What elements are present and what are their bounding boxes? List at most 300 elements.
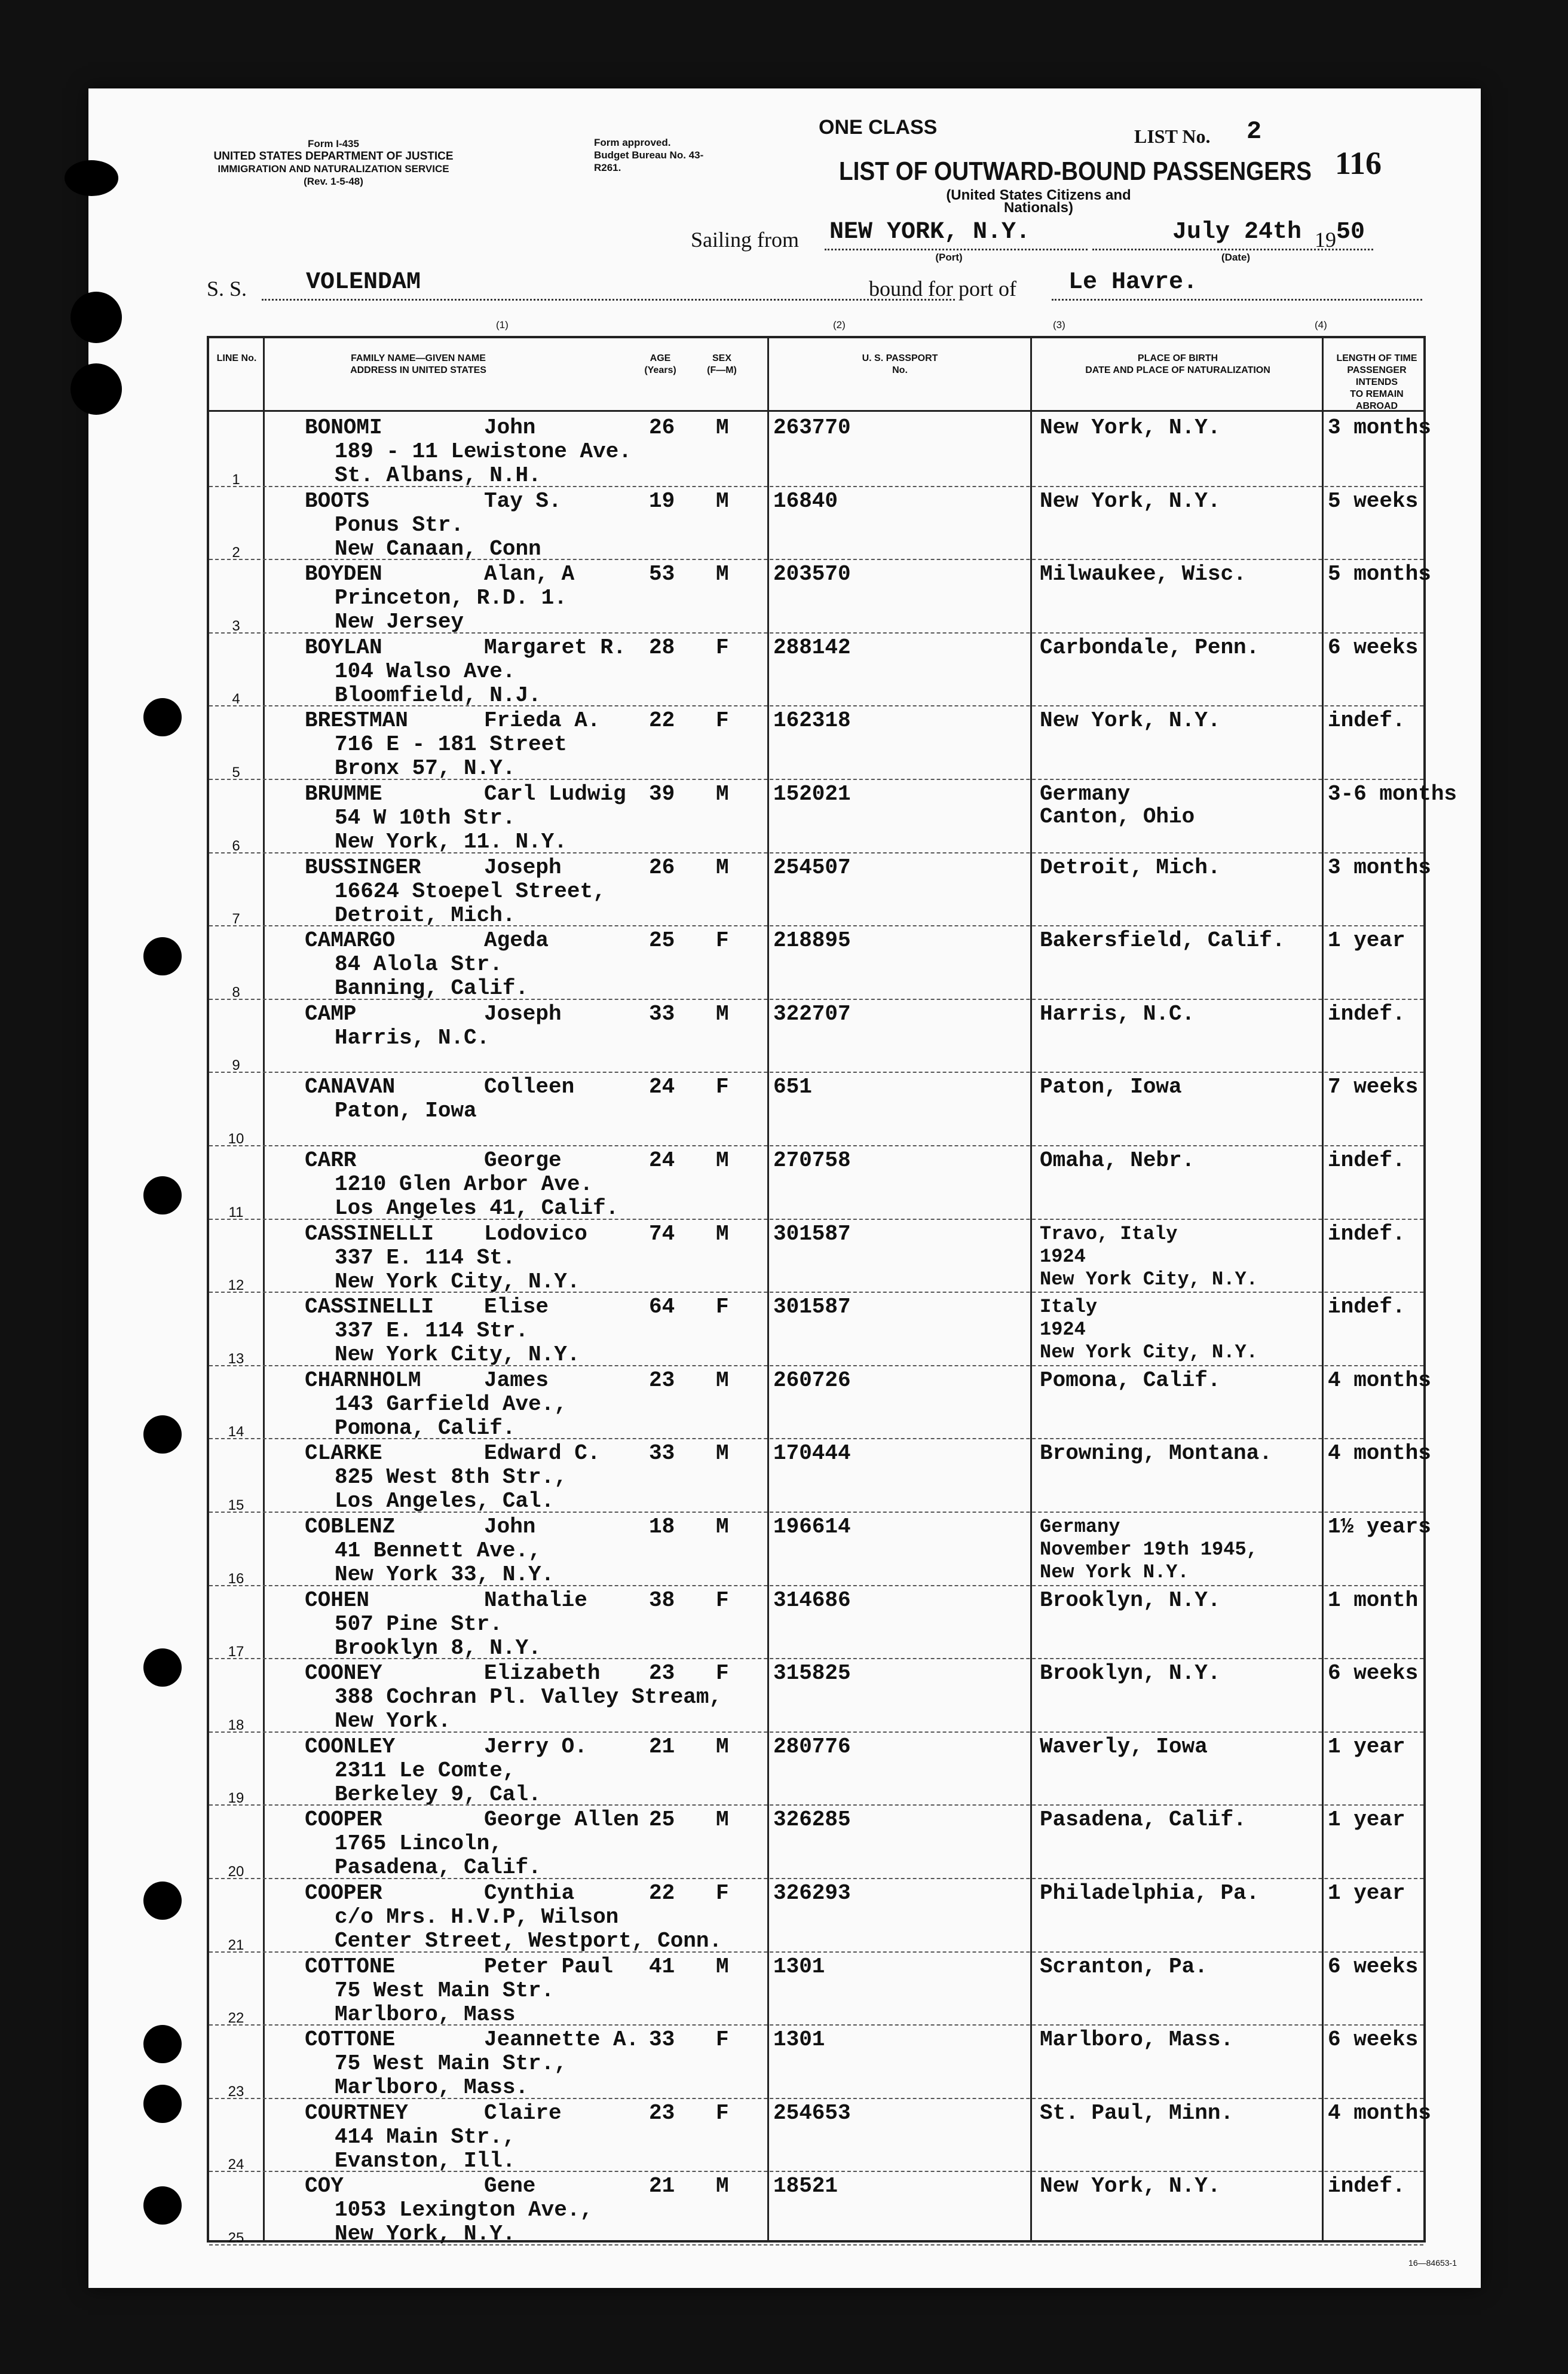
length-abroad: 1 year <box>1328 928 1405 953</box>
place-of-birth: Pasadena, Calif. <box>1040 1807 1247 1832</box>
passport-number: 326285 <box>773 1807 851 1832</box>
family-name: BOYDEN <box>305 562 382 587</box>
given-name: James <box>484 1368 549 1393</box>
address-line: 104 Walso Ave. <box>335 659 516 684</box>
address-line: 825 West 8th Str., <box>335 1465 567 1490</box>
family-name: COURTNEY <box>305 2100 408 2125</box>
line-number: 14 <box>228 1424 244 1440</box>
address-line: Center Street, Westport, Conn. <box>335 1929 722 1953</box>
given-name: Elizabeth <box>484 1661 601 1686</box>
age: 53 <box>649 562 675 587</box>
form-subtitle: (United States Citizens and Nationals) <box>946 187 1131 216</box>
column-number: (3) <box>1053 319 1065 331</box>
address-line: Banning, Calif. <box>335 976 529 1001</box>
place-of-birth: 1924 <box>1040 1318 1086 1341</box>
sex: F <box>716 1881 729 1905</box>
address-line: New York City, N.Y. <box>335 1269 580 1294</box>
family-name: CHARNHOLM <box>305 1368 421 1393</box>
line-number: 9 <box>232 1057 240 1074</box>
passport-number: 280776 <box>773 1734 851 1759</box>
given-name: Nathalie <box>484 1587 587 1613</box>
place-of-birth: New York, N.Y. <box>1040 708 1221 733</box>
sex: M <box>716 782 729 806</box>
line-number: 25 <box>228 2229 244 2246</box>
passport-number: 288142 <box>773 635 851 660</box>
column-number: (1) <box>496 319 509 331</box>
given-name: Gene <box>484 2174 536 2199</box>
punch-hole <box>143 1176 182 1214</box>
address-line: New Jersey <box>335 610 464 635</box>
header-sex: SEX (F—M) <box>707 353 737 375</box>
length-abroad: indef. <box>1328 1148 1405 1173</box>
sex: F <box>716 1587 729 1613</box>
sex: F <box>716 928 729 953</box>
length-abroad: 5 months <box>1328 562 1431 587</box>
table-row <box>209 1951 1423 2026</box>
length-abroad: 5 weeks <box>1328 488 1419 513</box>
given-name: Ageda <box>484 928 549 953</box>
passport-number: 301587 <box>773 1221 851 1246</box>
place-of-birth: Paton, Iowa <box>1040 1075 1182 1100</box>
sex: F <box>716 635 729 660</box>
place-of-birth: Harris, N.C. <box>1040 1001 1195 1026</box>
length-abroad: indef. <box>1328 1001 1405 1026</box>
line-number: 21 <box>228 1936 244 1953</box>
punch-hole <box>143 1415 182 1454</box>
passport-number: 16840 <box>773 488 838 513</box>
date-caption: (Date) <box>1221 252 1251 263</box>
sex: M <box>716 1441 729 1466</box>
address-line: 414 Main Str., <box>335 2124 516 2149</box>
place-of-birth: Detroit, Mich. <box>1040 855 1221 880</box>
given-name: Lodovico <box>484 1221 587 1246</box>
form-approved: Form approved. <box>594 137 671 148</box>
address-line: 388 Cochran Pl. Valley Stream, <box>335 1685 722 1710</box>
address-line: Bloomfield, N.J. <box>335 683 541 708</box>
length-abroad: 6 weeks <box>1328 635 1419 660</box>
line-number: 23 <box>228 2083 244 2100</box>
family-name: BOOTS <box>305 488 370 513</box>
age: 19 <box>649 488 675 513</box>
given-name: John <box>484 415 536 440</box>
family-name: BRESTMAN <box>305 708 408 733</box>
date-value: July 24th <box>1172 219 1302 246</box>
line-number: 7 <box>232 911 240 928</box>
punch-hole <box>143 2186 182 2225</box>
length-abroad: 6 weeks <box>1328 1954 1419 1979</box>
passport-number: 301587 <box>773 1295 851 1320</box>
place-of-birth: Pomona, Calif. <box>1040 1368 1221 1393</box>
address-line: New York 33, N.Y. <box>335 1562 555 1587</box>
header-passport: U. S. PASSPORT No. <box>862 353 938 375</box>
line-number: 13 <box>228 1350 244 1367</box>
address-line: 716 E - 181 Street <box>335 732 567 757</box>
length-abroad: 7 weeks <box>1328 1075 1419 1100</box>
line-number: 18 <box>228 1717 244 1733</box>
place-of-birth: Scranton, Pa. <box>1040 1954 1208 1979</box>
family-name: CARR <box>305 1148 357 1173</box>
family-name: COONEY <box>305 1661 382 1686</box>
line-number: 15 <box>228 1497 244 1513</box>
passport-number: 203570 <box>773 562 851 587</box>
place-of-birth: Canton, Ohio <box>1040 804 1195 829</box>
line-number: 11 <box>228 1204 244 1220</box>
page-number: 116 <box>1335 145 1382 181</box>
given-name: Colleen <box>484 1075 575 1100</box>
place-of-birth: Waverly, Iowa <box>1040 1734 1208 1759</box>
address-line: 16624 Stoepel Street, <box>335 879 606 904</box>
table-row <box>209 1438 1431 1514</box>
age: 24 <box>649 1075 675 1100</box>
address-line: 143 Garfield Ave., <box>335 1391 567 1417</box>
form-agency-block <box>202 137 465 188</box>
passport-number: 196614 <box>773 1515 851 1539</box>
passport-number: 152021 <box>773 782 851 806</box>
port-value: NEW YORK, N.Y. <box>829 219 1031 246</box>
place-of-birth: Milwaukee, Wisc. <box>1040 562 1247 587</box>
place-of-birth: New York N.Y. <box>1040 1561 1189 1583</box>
header-age: AGE (Years) <box>644 353 676 375</box>
given-name: George <box>484 1148 562 1173</box>
line-number: 16 <box>228 1570 244 1587</box>
table-row <box>209 1512 1431 1587</box>
punch-hole <box>143 937 182 975</box>
line-number: 8 <box>232 984 240 1001</box>
sex: F <box>716 2100 729 2125</box>
table-row <box>209 852 1431 928</box>
address-line: New York City, N.Y. <box>335 1342 580 1368</box>
budget-bureau: Budget Bureau No. 43-R261. <box>594 149 704 173</box>
table-row <box>209 559 1431 635</box>
length-abroad: 6 weeks <box>1328 1661 1419 1686</box>
length-abroad: 1½ years <box>1328 1515 1431 1539</box>
address-line: 1210 Glen Arbor Ave. <box>335 1172 593 1197</box>
header-line-no: LINE No. <box>216 353 257 363</box>
address-line: 337 E. 114 St. <box>335 1245 516 1270</box>
table-row <box>209 1072 1423 1146</box>
address-line: 507 Pine Str. <box>335 1611 503 1636</box>
sex: M <box>716 1148 729 1173</box>
address-line: 54 W 10th Str. <box>335 806 516 830</box>
place-of-birth: 1924 <box>1040 1245 1086 1268</box>
sex: F <box>716 1075 729 1100</box>
family-name: COONLEY <box>305 1734 396 1759</box>
port-caption: (Port) <box>935 252 963 263</box>
address-line: 337 E. 114 Str. <box>335 1318 529 1344</box>
place-of-birth: November 19th 1945, <box>1040 1538 1258 1561</box>
place-of-birth: Germany <box>1040 1516 1120 1538</box>
port-line <box>825 249 1088 250</box>
place-of-birth: Brooklyn, N.Y. <box>1040 1661 1221 1686</box>
family-name: COBLENZ <box>305 1515 396 1539</box>
address-line: New York. <box>335 1709 451 1734</box>
address-line: 1053 Lexington Ave., <box>335 2198 593 2223</box>
length-abroad: 1 year <box>1328 1807 1405 1832</box>
family-name: BONOMI <box>305 415 382 440</box>
line-number: 6 <box>232 837 240 854</box>
given-name: Joseph <box>484 855 562 880</box>
address-line: 75 West Main Str. <box>335 1978 555 2003</box>
line-number: 24 <box>228 2156 244 2173</box>
sex: F <box>716 2027 729 2052</box>
header-length-abroad: LENGTH OF TIME PASSENGER INTENDS TO REMAIN ABROAD <box>1336 353 1417 411</box>
address-line: 189 - 11 Lewistone Ave. <box>335 439 632 464</box>
length-abroad: 4 months <box>1328 1441 1431 1466</box>
sex: M <box>716 562 729 587</box>
table-row <box>209 779 1457 854</box>
form-number: Form I-435 <box>308 138 359 149</box>
address-line: 75 West Main Str., <box>335 2051 567 2076</box>
given-name: Peter Paul <box>484 1954 614 1979</box>
sex: M <box>716 1954 729 1979</box>
age: 38 <box>649 1587 675 1613</box>
line-number: 12 <box>228 1277 244 1294</box>
passport-number: 162318 <box>773 708 851 733</box>
table-row <box>209 2098 1431 2173</box>
given-name: Cynthia <box>484 1881 575 1905</box>
line-number: 17 <box>228 1644 244 1660</box>
place-of-birth: Germany <box>1040 782 1131 806</box>
address-line: Harris, N.C. <box>335 1025 490 1050</box>
punch-hole <box>143 1882 182 1920</box>
family-name: BUSSINGER <box>305 855 421 880</box>
header-name-address: FAMILY NAME—GIVEN NAME ADDRESS IN UNITED STATES <box>350 353 486 375</box>
table-row <box>209 412 1431 488</box>
ship-line <box>262 299 955 301</box>
ss-label: S. S. <box>207 277 247 301</box>
passport-number: 314686 <box>773 1587 851 1613</box>
address-line: Los Angeles 41, Calif. <box>335 1196 619 1220</box>
sex: M <box>716 415 729 440</box>
age: 41 <box>649 1954 675 1979</box>
place-of-birth: Philadelphia, Pa. <box>1040 1881 1260 1905</box>
year-suffix: 50 <box>1336 219 1365 246</box>
age: 24 <box>649 1148 675 1173</box>
place-of-birth: Omaha, Nebr. <box>1040 1148 1195 1173</box>
age: 33 <box>649 1441 675 1466</box>
family-name: COOPER <box>305 1807 382 1832</box>
table-row <box>209 1804 1423 1879</box>
address-line: Evanston, Ill. <box>335 2148 516 2173</box>
given-name: Jeannette A. <box>484 2027 639 2052</box>
address-line: Berkeley 9, Cal. <box>335 1782 541 1807</box>
table-row <box>209 1145 1423 1220</box>
address-line: Marlboro, Mass <box>335 2002 516 2027</box>
table-row <box>209 486 1423 561</box>
given-name: Elise <box>484 1295 549 1320</box>
address-line: Ponus Str. <box>335 512 464 537</box>
family-name: CAMARGO <box>305 928 396 953</box>
address-line: Los Angeles, Cal. <box>335 1489 555 1514</box>
class-label: ONE CLASS <box>819 116 938 139</box>
passport-number: 322707 <box>773 1001 851 1026</box>
age: 39 <box>649 782 675 806</box>
address-line: St. Albans, N.H. <box>335 463 541 488</box>
agency-name: UNITED STATES DEPARTMENT OF JUSTICE <box>213 150 454 163</box>
passenger-list-form <box>88 88 1481 2288</box>
address-line: Paton, Iowa <box>335 1099 477 1124</box>
family-name: CLARKE <box>305 1441 382 1466</box>
given-name: Claire <box>484 2100 562 2125</box>
length-abroad: 4 months <box>1328 2100 1431 2125</box>
passport-number: 270758 <box>773 1148 851 1173</box>
place-of-birth: Italy <box>1040 1296 1098 1318</box>
punch-hole <box>65 160 118 196</box>
family-name: COOPER <box>305 1881 382 1905</box>
sailing-from-label: Sailing from <box>691 228 799 252</box>
given-name: Margaret R. <box>484 635 626 660</box>
table-row <box>209 1292 1423 1366</box>
age: 74 <box>649 1221 675 1246</box>
length-abroad: 1 month <box>1328 1587 1419 1613</box>
length-abroad: indef. <box>1328 1295 1405 1320</box>
given-name: Frieda A. <box>484 708 601 733</box>
place-of-birth: New York City, N.Y. <box>1040 1268 1258 1290</box>
address-line: c/o Mrs. H.V.P, Wilson <box>335 1905 619 1929</box>
punch-hole <box>143 2085 182 2123</box>
passport-number: 315825 <box>773 1661 851 1686</box>
family-name: COTTONE <box>305 1954 396 1979</box>
age: 28 <box>649 635 675 660</box>
sex: F <box>716 708 729 733</box>
length-abroad: 1 year <box>1328 1734 1405 1759</box>
address-line: 2311 Le Comte, <box>335 1758 516 1783</box>
family-name: COHEN <box>305 1587 370 1613</box>
passport-number: 254653 <box>773 2100 851 2125</box>
passport-number: 218895 <box>773 928 851 953</box>
dest-line <box>1052 299 1422 301</box>
punch-hole <box>71 363 122 415</box>
table-row <box>209 705 1423 780</box>
punch-hole <box>143 698 182 736</box>
sex: F <box>716 1295 729 1320</box>
line-number: 4 <box>232 691 240 708</box>
age: 26 <box>649 855 675 880</box>
address-line: New York, 11. N.Y. <box>335 830 567 854</box>
table-row <box>209 1219 1423 1293</box>
column-number: (2) <box>833 319 846 331</box>
age: 26 <box>649 415 675 440</box>
line-number: 22 <box>228 2010 244 2027</box>
place-of-birth: New York, N.Y. <box>1040 2174 1221 2199</box>
place-of-birth: New York, N.Y. <box>1040 415 1221 440</box>
list-no-value: 2 <box>1247 117 1262 146</box>
family-name: CASSINELLI <box>305 1295 434 1320</box>
address-line: Pasadena, Calif. <box>335 1855 541 1880</box>
length-abroad: 4 months <box>1328 1368 1431 1393</box>
form-revision: (Rev. 1-5-48) <box>304 176 363 187</box>
given-name: Alan, A <box>484 562 575 587</box>
length-abroad: 3-6 months <box>1328 782 1457 806</box>
address-line: 41 Bennett Ave., <box>335 1538 541 1563</box>
list-no-label: LIST No. <box>1134 126 1211 147</box>
table-row <box>209 1658 1423 1733</box>
address-line: Marlboro, Mass. <box>335 2075 529 2100</box>
length-abroad: 3 months <box>1328 415 1431 440</box>
passport-number: 254507 <box>773 855 851 880</box>
family-name: COTTONE <box>305 2027 396 2052</box>
passport-number: 263770 <box>773 415 851 440</box>
place-of-birth: Browning, Montana. <box>1040 1441 1272 1466</box>
given-name: Carl Ludwig <box>484 782 626 806</box>
place-of-birth: New York City, N.Y. <box>1040 1341 1258 1364</box>
year-prefix: 19 <box>1315 228 1336 252</box>
address-line: 84 Alola Str. <box>335 952 503 977</box>
age: 64 <box>649 1295 675 1320</box>
sex: M <box>716 1515 729 1539</box>
budget-block <box>594 136 725 174</box>
age: 22 <box>649 708 675 733</box>
address-line: New Canaan, Conn <box>335 536 541 561</box>
given-name: George Allen <box>484 1807 639 1832</box>
sex: M <box>716 1807 729 1832</box>
given-name: Tay S. <box>484 488 562 513</box>
passport-number: 326293 <box>773 1881 851 1905</box>
family-name: BOYLAN <box>305 635 382 660</box>
age: 23 <box>649 1368 675 1393</box>
table-row <box>209 1585 1423 1660</box>
place-of-birth: Brooklyn, N.Y. <box>1040 1587 1221 1613</box>
family-name: BRUMME <box>305 782 382 806</box>
age: 25 <box>649 928 675 953</box>
family-name: COY <box>305 2174 344 2199</box>
address-line: Brooklyn 8, N.Y. <box>335 1635 541 1660</box>
form-title: LIST OF OUTWARD-BOUND PASSENGERS <box>839 157 1312 186</box>
length-abroad: indef. <box>1328 1221 1405 1246</box>
table-row <box>209 2024 1423 2099</box>
address-line: Bronx 57, N.Y. <box>335 756 516 781</box>
line-number: 20 <box>228 1863 244 1880</box>
age: 25 <box>649 1807 675 1832</box>
passport-number: 260726 <box>773 1368 851 1393</box>
age: 23 <box>649 2100 675 2125</box>
table-row <box>209 1878 1423 1953</box>
destination-port: Le Havre. <box>1068 269 1198 296</box>
given-name: Joseph <box>484 1001 562 1026</box>
table-row <box>209 1731 1423 1806</box>
column-number: (4) <box>1315 319 1327 331</box>
family-name: CASSINELLI <box>305 1221 434 1246</box>
passport-number: 1301 <box>773 2027 825 2052</box>
sex: M <box>716 2174 729 2199</box>
line-number: 5 <box>232 764 240 781</box>
age: 21 <box>649 1734 675 1759</box>
header-divider <box>209 410 1423 412</box>
sex: M <box>716 488 729 513</box>
line-number: 1 <box>232 471 240 488</box>
age: 18 <box>649 1515 675 1539</box>
address-line: Pomona, Calif. <box>335 1415 516 1440</box>
punch-hole <box>71 292 122 343</box>
punch-hole <box>143 2025 182 2063</box>
table-row <box>209 1365 1431 1440</box>
age: 33 <box>649 1001 675 1026</box>
given-name: Edward C. <box>484 1441 601 1466</box>
bound-for-label: bound for port of <box>869 277 1016 301</box>
address-line: 1765 Lincoln, <box>335 1831 503 1856</box>
length-abroad: indef. <box>1328 2174 1405 2199</box>
passport-number: 1301 <box>773 1954 825 1979</box>
given-name: Jerry O. <box>484 1734 587 1759</box>
sex: M <box>716 1368 729 1393</box>
header-place-of-birth: PLACE OF BIRTH DATE AND PLACE OF NATURALIZATION <box>1085 353 1270 375</box>
place-of-birth: Carbondale, Penn. <box>1040 635 1260 660</box>
given-name: John <box>484 1515 536 1539</box>
age: 21 <box>649 2174 675 2199</box>
family-name: CANAVAN <box>305 1075 396 1100</box>
sex: F <box>716 1661 729 1686</box>
length-abroad: 1 year <box>1328 1881 1405 1905</box>
